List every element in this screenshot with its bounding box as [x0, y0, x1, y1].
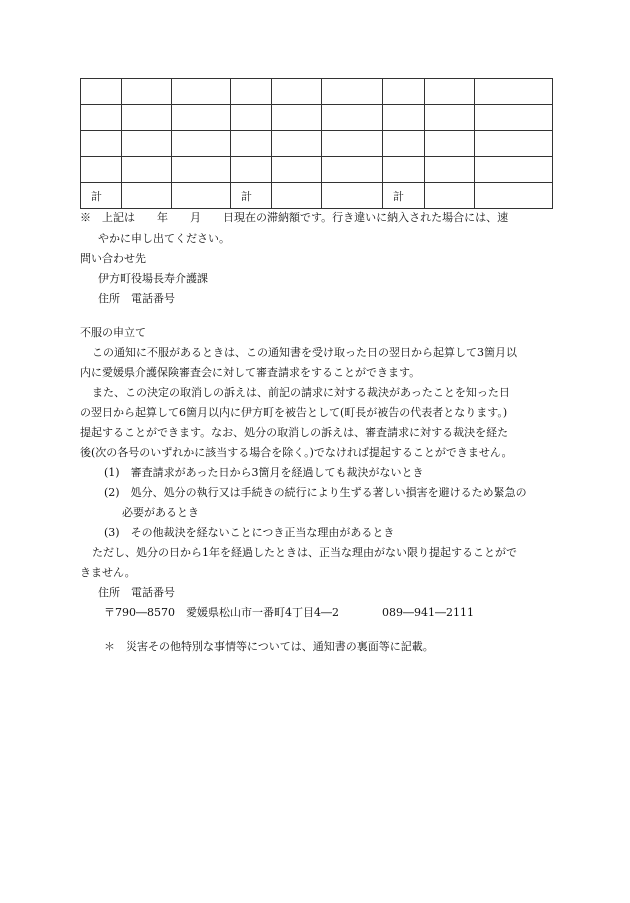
table-cell [172, 131, 231, 157]
objection-line: 後(次の各号のいずれかに該当する場合を除く。)でなければ提起することができません。 [80, 446, 513, 459]
table-cell: 計 [383, 183, 425, 209]
notice-line-2: やかに申し出てください。 [98, 232, 230, 245]
table-cell [122, 131, 172, 157]
objection-item-2-continued: 必要があるとき [122, 506, 199, 519]
contact-office: 伊方町役場長寿介護課 [98, 272, 208, 285]
table-cell [425, 105, 475, 131]
objection-item-1: (1) 審査請求があった日から3箇月を経過しても裁決がないとき [104, 466, 424, 479]
table-row [81, 157, 553, 183]
table-row [81, 131, 553, 157]
table-cell [122, 79, 172, 105]
objection-line: また、この決定の取消しの訴えは、前記の請求に対する裁決があったことを知った日 [92, 386, 510, 399]
table-cell [272, 131, 322, 157]
proviso-line-2: きません。 [80, 566, 136, 579]
table-cell [383, 79, 425, 105]
review-board-address-phone: 住所 電話番号 [98, 586, 175, 599]
objection-item-3: (3) その他裁決を経ないことにつき正当な理由があるとき [104, 526, 395, 539]
table-cell [172, 183, 231, 209]
table-cell [475, 157, 553, 183]
table-cell [475, 79, 553, 105]
table-cell [383, 131, 425, 157]
table-cell [425, 183, 475, 209]
table-cell [172, 79, 231, 105]
table-row [81, 79, 553, 105]
review-board-phone: 089―941―2111 [382, 606, 474, 619]
table-cell [322, 105, 383, 131]
table-cell [231, 157, 272, 183]
table-cell [81, 131, 122, 157]
objection-line: 内に愛媛県介護保険審査会に対して審査請求をすることができます。 [80, 366, 421, 379]
objection-line: この通知に不服があるときは、この通知書を受け取った日の翌日から起算して3箇月以 [92, 346, 517, 359]
table-cell [231, 79, 272, 105]
table-cell [322, 131, 383, 157]
table-cell [231, 131, 272, 157]
contact-heading: 問い合わせ先 [80, 252, 146, 265]
objection-line: の翌日から起算して6箇月以内に伊方町を被告として(町長が被告の代表者となります。) [80, 406, 508, 419]
footnote: ＊ 災害その他特別な事情等については、通知書の裏面等に記載。 [104, 640, 434, 653]
table-cell [383, 105, 425, 131]
table-cell [81, 105, 122, 131]
objection-heading: 不服の申立て [80, 326, 146, 339]
table-cell: 計 [231, 183, 272, 209]
table-cell [475, 183, 553, 209]
contact-address-phone: 住所 電話番号 [98, 292, 175, 305]
table-cell [172, 105, 231, 131]
table-cell [475, 105, 553, 131]
table-cell: 計 [81, 183, 122, 209]
table-row [81, 183, 553, 209]
table-cell [272, 183, 322, 209]
table-cell [475, 131, 553, 157]
table-cell [272, 105, 322, 131]
proviso-line-1: ただし、処分の日から1年を経過したときは、正当な理由がない限り提起することがで [92, 546, 517, 559]
notice-line-1: ※ 上記は 年 月 日現在の滞納額です。行き違いに納入された場合には、速 [80, 211, 509, 224]
table-cell [122, 105, 172, 131]
table-row [81, 105, 553, 131]
table-cell [322, 157, 383, 183]
table-cell [122, 183, 172, 209]
review-board-postal-address: 〒790―8570 愛媛県松山市一番町4丁目4―2 [104, 606, 339, 619]
table-cell [425, 79, 475, 105]
table-cell [425, 131, 475, 157]
objection-line: 提起することができます。なお、処分の取消しの訴えは、審査請求に対する裁決を経た [80, 426, 509, 439]
table-cell [81, 157, 122, 183]
table-cell [383, 157, 425, 183]
table-cell [272, 79, 322, 105]
table-cell [425, 157, 475, 183]
table-cell [322, 79, 383, 105]
objection-item-2: (2) 処分、処分の執行又は手続きの続行により生ずる著しい損害を避けるため緊急の [104, 486, 527, 499]
table-cell [231, 105, 272, 131]
table-cell [322, 183, 383, 209]
arrears-table [80, 78, 553, 209]
table-cell [81, 79, 122, 105]
table-cell [172, 157, 231, 183]
table-cell [272, 157, 322, 183]
table-cell [122, 157, 172, 183]
